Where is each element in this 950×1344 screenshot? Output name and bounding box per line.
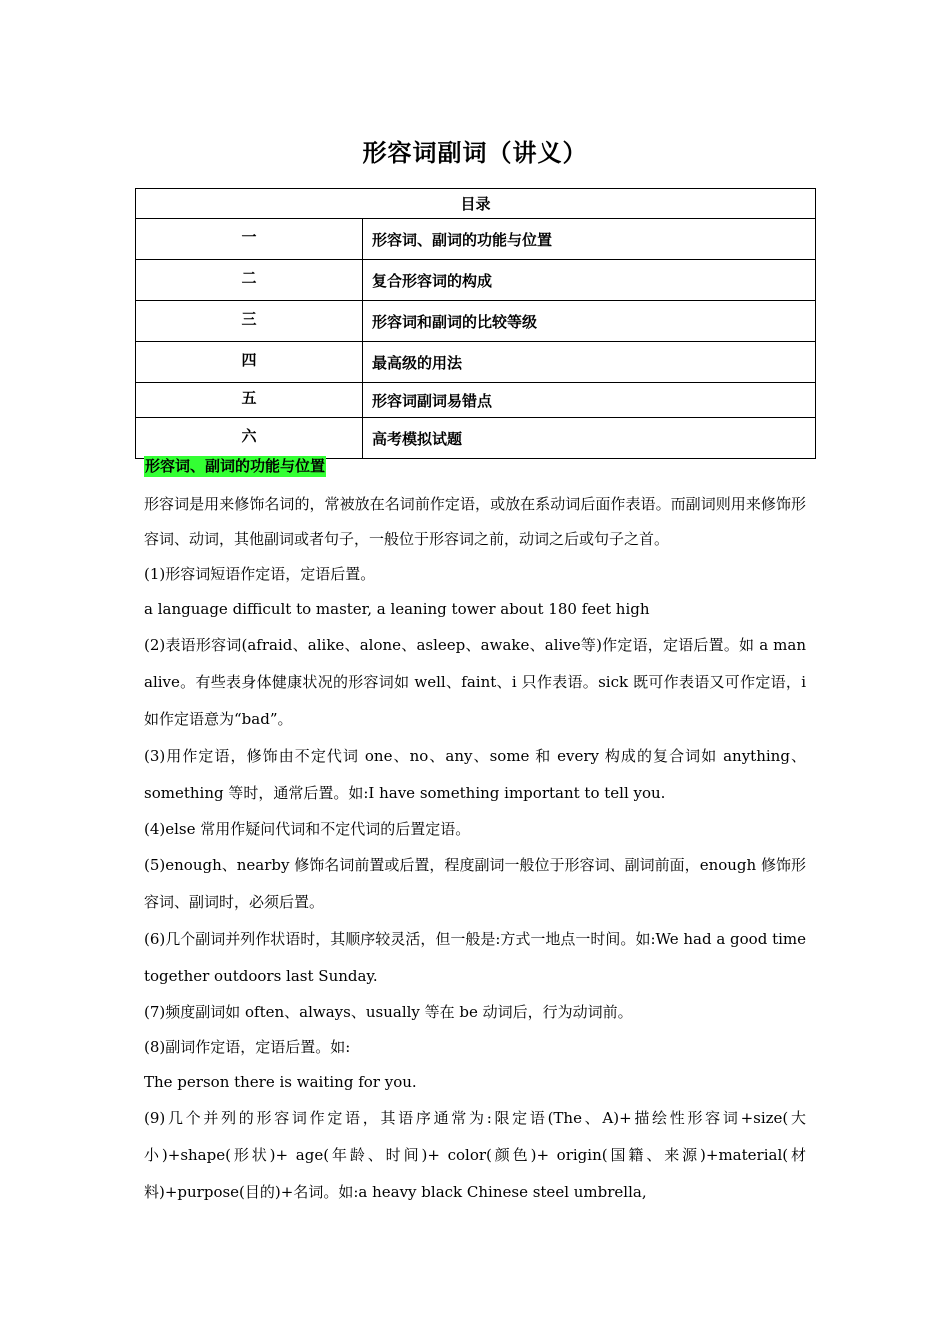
- toc-row-number: 五: [136, 383, 363, 418]
- toc-row: [136, 301, 816, 342]
- toc-row-label: 形容词、副词的功能与位置: [363, 219, 816, 260]
- paragraph-example-1: a language difficult to master, a leaning tower about 180 feet high: [144, 600, 650, 618]
- document-title: 形容词副词（讲义）: [362, 139, 588, 167]
- toc-row-label: 高考模拟试题: [363, 418, 816, 459]
- paragraph-rule-7: (7)频度副词如 often、always、usually 等在 be 动词后，行为动词前。: [144, 1003, 633, 1021]
- paragraph-rule-1: (1)形容词短语作定语，定语后置。: [144, 565, 376, 583]
- paragraph-rule-2: (2)表语形容词(afraid、alike、alone、asleep、awake、alive等)作定语，定语后置。如 a man alive。有些表身体健康状况的形容词如 well、faint、i 只作表语。sick 既可作表语又可作定语，i 如作定语意为“bad”。: [144, 636, 806, 728]
- toc-row: [136, 342, 816, 383]
- toc-header-row: [136, 189, 816, 219]
- section-heading-highlighted: 形容词、副词的功能与位置: [145, 457, 326, 475]
- toc-row-number: 三: [136, 301, 363, 342]
- paragraph-intro: 形容词是用来修饰名词的，常被放在名词前作定语，或放在系动词后面作表语。而副词则用来修饰形容词、动词，其他副词或者句子，一般位于形容词之前，动词之后或句子之首。: [144, 495, 806, 548]
- toc-header: 目录: [136, 189, 816, 219]
- table-of-contents: [135, 188, 816, 459]
- paragraph-rule-8: (8)副词作定语，定语后置。如:: [144, 1038, 351, 1056]
- section-body: [144, 452, 806, 1211]
- paragraph-example-8: The person there is waiting for you.: [144, 1073, 417, 1091]
- toc-row-label: 形容词副词易错点: [363, 383, 816, 418]
- toc-row-number: 二: [136, 260, 363, 301]
- toc-row-number: 一: [136, 219, 363, 260]
- toc-row-label: 复合形容词的构成: [363, 260, 816, 301]
- toc-row: [136, 383, 816, 418]
- toc-row: [136, 219, 816, 260]
- toc-row-number: 四: [136, 342, 363, 383]
- paragraph-rule-4: (4)else 常用作疑问代词和不定代词的后置定语。: [144, 820, 471, 838]
- paragraph-rule-3: (3)用作定语，修饰由不定代词 one、no、any、some 和 every 构成的复合词如 anything、something 等时，通常后置。如:I have something important to tell you.: [144, 747, 806, 802]
- toc-row: [136, 260, 816, 301]
- paragraph-rule-5: (5)enough、nearby 修饰名词前置或后置，程度副词一般位于形容词、副词前面，enough 修饰形容词、副词时，必须后置。: [144, 856, 806, 911]
- toc-row-label: 最高级的用法: [363, 342, 816, 383]
- paragraph-rule-6: (6)几个副词并列作状语时，其顺序较灵活，但一般是:方式一地点一时间。如:We had a good time together outdoors last Sunday.: [144, 930, 806, 985]
- toc-row-label: 形容词和副词的比较等级: [363, 301, 816, 342]
- paragraph-rule-9: (9)几个并列的形容词作定语，其语序通常为:限定语(The、A)+描绘性形容词+size(大小)+shape(形状)+ age(年龄、时间)+ color(颜色)+ origin(国籍、来源)+material(材料)+purpose(目的)+名词。如:a heavy black Chinese steel umbrella,: [144, 1109, 806, 1201]
- toc-row-number: 六: [136, 418, 363, 459]
